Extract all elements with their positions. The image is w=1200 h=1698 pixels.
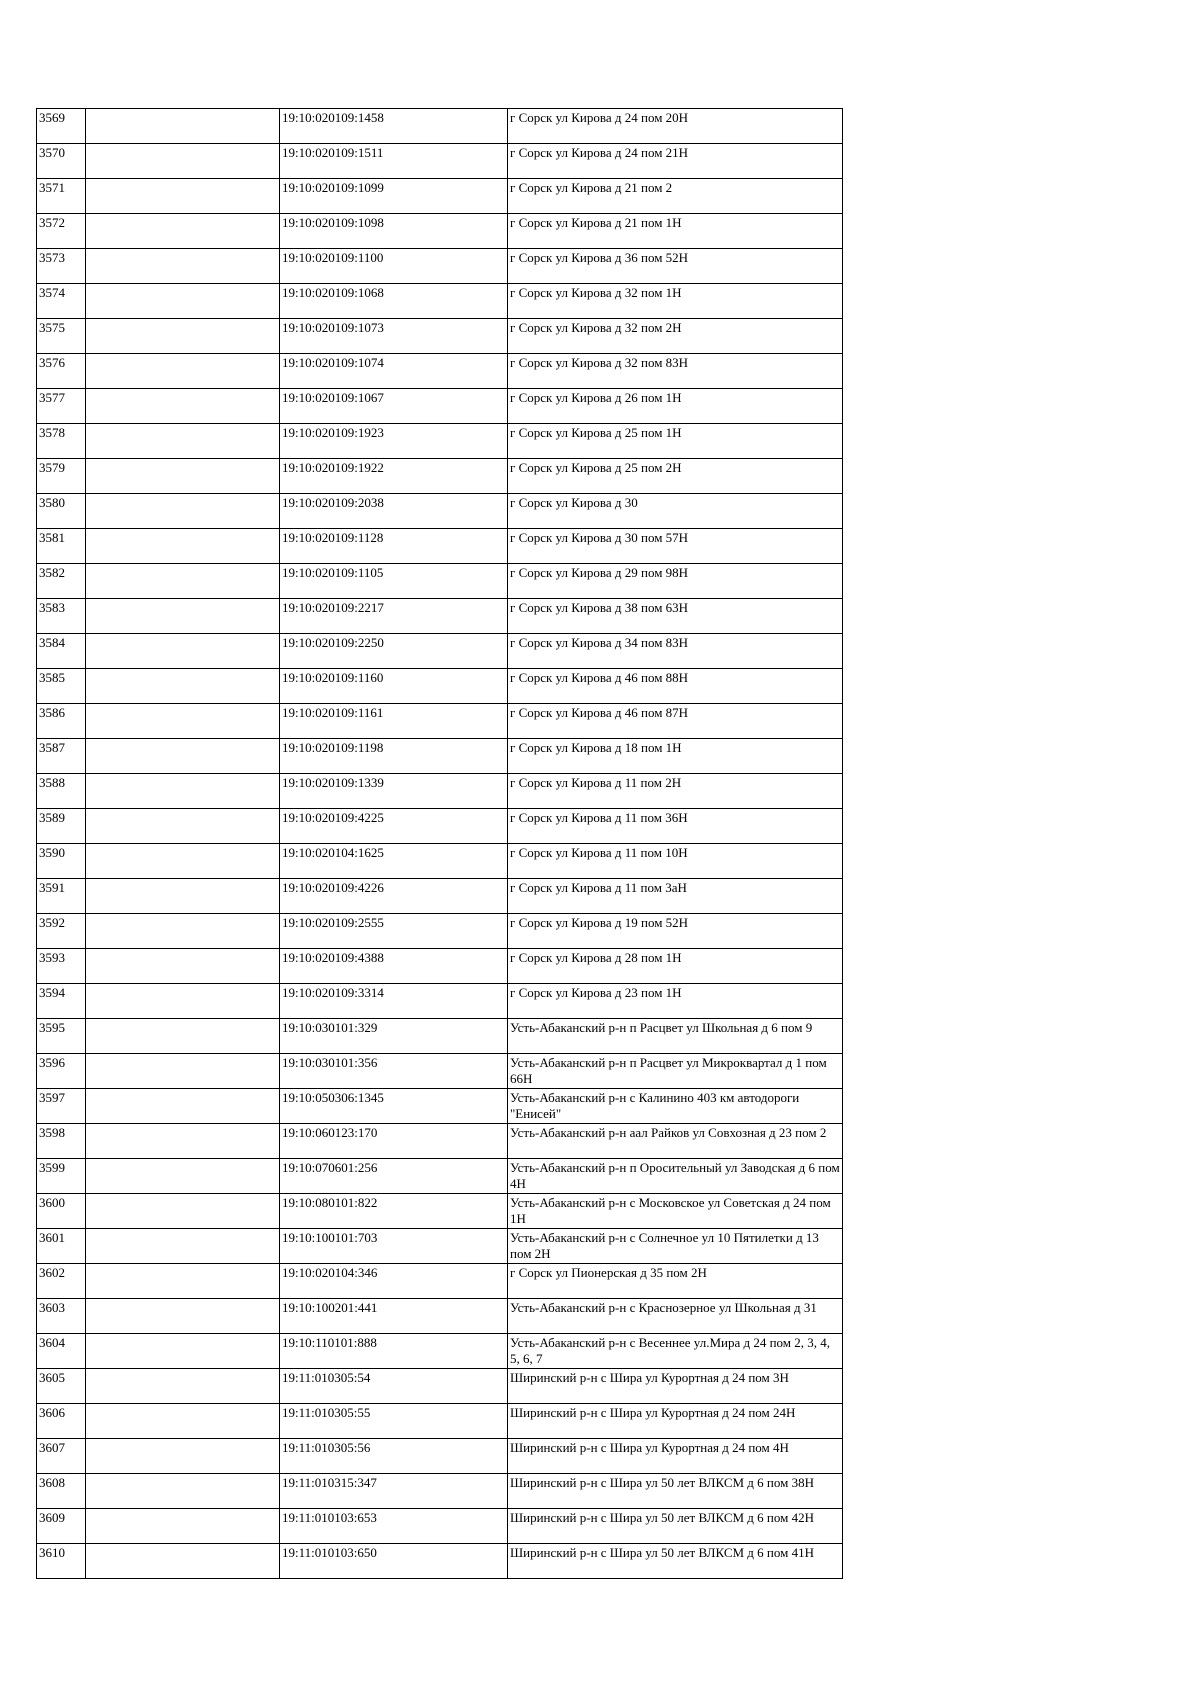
address-cell: г Сорск ул Кирова д 30 пом 57Н (508, 529, 843, 564)
row-number-cell: 3610 (37, 1544, 86, 1579)
cadastral-number-cell: 19:10:020109:1923 (280, 424, 508, 459)
address-cell: г Сорск ул Кирова д 29 пом 98Н (508, 564, 843, 599)
table-row (37, 669, 843, 704)
table-row (37, 1229, 843, 1264)
address-cell: г Сорск ул Кирова д 24 пом 21Н (508, 144, 843, 179)
cadastral-number-cell: 19:10:020104:346 (280, 1264, 508, 1299)
address-cell: г Сорск ул Кирова д 46 пом 88Н (508, 669, 843, 704)
address-cell: г Сорск ул Пионерская д 35 пом 2Н (508, 1264, 843, 1299)
row-number-cell: 3603 (37, 1299, 86, 1334)
address-cell: г Сорск ул Кирова д 38 пом 63Н (508, 599, 843, 634)
empty-cell (86, 109, 280, 144)
table-row (37, 984, 843, 1019)
address-cell: г Сорск ул Кирова д 32 пом 83Н (508, 354, 843, 389)
cadastral-number-cell: 19:10:020109:1105 (280, 564, 508, 599)
table-row (37, 1439, 843, 1474)
address-cell: Усть-Абаканский р-н с Весеннее ул.Мира д 24 пом 2, 3, 4, 5, 6, 7 (508, 1334, 843, 1369)
row-number-cell: 3575 (37, 319, 86, 354)
table-row (37, 1054, 843, 1089)
cadastral-number-cell: 19:11:010305:56 (280, 1439, 508, 1474)
table-row (37, 634, 843, 669)
address-cell: г Сорск ул Кирова д 18 пом 1Н (508, 739, 843, 774)
row-number-cell: 3592 (37, 914, 86, 949)
cadastral-number-cell: 19:10:020109:1073 (280, 319, 508, 354)
address-cell: г Сорск ул Кирова д 28 пом 1Н (508, 949, 843, 984)
row-number-cell: 3569 (37, 109, 86, 144)
cadastral-number-cell: 19:10:110101:888 (280, 1334, 508, 1369)
cadastral-number-cell: 19:10:020109:1511 (280, 144, 508, 179)
empty-cell (86, 1159, 280, 1194)
table-row (37, 879, 843, 914)
cadastral-number-cell: 19:10:020109:1067 (280, 389, 508, 424)
row-number-cell: 3598 (37, 1124, 86, 1159)
table-row (37, 1089, 843, 1124)
empty-cell (86, 1544, 280, 1579)
address-cell: г Сорск ул Кирова д 30 (508, 494, 843, 529)
table-row (37, 599, 843, 634)
empty-cell (86, 704, 280, 739)
empty-cell (86, 249, 280, 284)
address-cell: Усть-Абаканский р-н с Калинино 403 км автодороги "Енисей" (508, 1089, 843, 1124)
table-row (37, 494, 843, 529)
table-row (37, 144, 843, 179)
empty-cell (86, 1264, 280, 1299)
row-number-cell: 3587 (37, 739, 86, 774)
table-row (37, 424, 843, 459)
cadastral-number-cell: 19:11:010305:54 (280, 1369, 508, 1404)
row-number-cell: 3581 (37, 529, 86, 564)
address-cell: Усть-Абаканский р-н п Оросительный ул Заводская д 6 пом 4Н (508, 1159, 843, 1194)
empty-cell (86, 949, 280, 984)
empty-cell (86, 1509, 280, 1544)
table-row (37, 1544, 843, 1579)
empty-cell (86, 179, 280, 214)
cadastral-number-cell: 19:10:020109:1339 (280, 774, 508, 809)
row-number-cell: 3607 (37, 1439, 86, 1474)
cadastral-number-cell: 19:10:020109:1198 (280, 739, 508, 774)
row-number-cell: 3605 (37, 1369, 86, 1404)
cadastral-number-cell: 19:10:070601:256 (280, 1159, 508, 1194)
cadastral-number-cell: 19:10:020109:1100 (280, 249, 508, 284)
table-row (37, 1334, 843, 1369)
address-cell: г Сорск ул Кирова д 19 пом 52Н (508, 914, 843, 949)
table-row (37, 1299, 843, 1334)
row-number-cell: 3590 (37, 844, 86, 879)
address-cell: г Сорск ул Кирова д 46 пом 87Н (508, 704, 843, 739)
empty-cell (86, 809, 280, 844)
cadastral-number-cell: 19:10:020109:4226 (280, 879, 508, 914)
row-number-cell: 3597 (37, 1089, 86, 1124)
empty-cell (86, 1404, 280, 1439)
cadastral-number-cell: 19:10:100201:441 (280, 1299, 508, 1334)
row-number-cell: 3584 (37, 634, 86, 669)
table-row (37, 319, 843, 354)
row-number-cell: 3579 (37, 459, 86, 494)
row-number-cell: 3608 (37, 1474, 86, 1509)
cadastral-number-cell: 19:10:020109:1922 (280, 459, 508, 494)
address-cell: Ширинский р-н с Шира ул 50 лет ВЛКСМ д 6 пом 41Н (508, 1544, 843, 1579)
empty-cell (86, 739, 280, 774)
table-row (37, 809, 843, 844)
cadastral-number-cell: 19:10:020109:2250 (280, 634, 508, 669)
row-number-cell: 3583 (37, 599, 86, 634)
row-number-cell: 3578 (37, 424, 86, 459)
table-row (37, 1264, 843, 1299)
cadastral-number-cell: 19:11:010103:650 (280, 1544, 508, 1579)
table-row (37, 1194, 843, 1229)
cadastral-number-cell: 19:10:020109:1098 (280, 214, 508, 249)
empty-cell (86, 1194, 280, 1229)
table-row (37, 1019, 843, 1054)
cadastral-number-cell: 19:10:020109:3314 (280, 984, 508, 1019)
row-number-cell: 3602 (37, 1264, 86, 1299)
address-cell: Усть-Абаканский р-н п Расцвет ул Микроквартал д 1 пом 66Н (508, 1054, 843, 1089)
cadastral-number-cell: 19:10:020109:1161 (280, 704, 508, 739)
cadastral-number-cell: 19:10:020109:1160 (280, 669, 508, 704)
row-number-cell: 3606 (37, 1404, 86, 1439)
table-row (37, 179, 843, 214)
address-cell: г Сорск ул Кирова д 32 пом 2Н (508, 319, 843, 354)
cadastral-number-cell: 19:10:020109:1099 (280, 179, 508, 214)
table-row (37, 1474, 843, 1509)
address-cell: г Сорск ул Кирова д 11 пом 36Н (508, 809, 843, 844)
empty-cell (86, 1474, 280, 1509)
address-cell: г Сорск ул Кирова д 11 пом 3аН (508, 879, 843, 914)
empty-cell (86, 389, 280, 424)
empty-cell (86, 424, 280, 459)
table-row (37, 459, 843, 494)
cadastral-number-cell: 19:10:100101:703 (280, 1229, 508, 1264)
empty-cell (86, 284, 280, 319)
empty-cell (86, 494, 280, 529)
cadastral-number-cell: 19:10:020109:1068 (280, 284, 508, 319)
table-row (37, 1509, 843, 1544)
empty-cell (86, 599, 280, 634)
table-row (37, 249, 843, 284)
registry-body (37, 109, 843, 1579)
row-number-cell: 3586 (37, 704, 86, 739)
table-row (37, 529, 843, 564)
row-number-cell: 3593 (37, 949, 86, 984)
address-cell: Ширинский р-н с Шира ул 50 лет ВЛКСМ д 6 пом 38Н (508, 1474, 843, 1509)
address-cell: г Сорск ул Кирова д 24 пом 20Н (508, 109, 843, 144)
row-number-cell: 3601 (37, 1229, 86, 1264)
empty-cell (86, 844, 280, 879)
empty-cell (86, 1334, 280, 1369)
address-cell: г Сорск ул Кирова д 26 пом 1Н (508, 389, 843, 424)
address-cell: Ширинский р-н с Шира ул Курортная д 24 пом 24Н (508, 1404, 843, 1439)
row-number-cell: 3572 (37, 214, 86, 249)
row-number-cell: 3594 (37, 984, 86, 1019)
empty-cell (86, 1369, 280, 1404)
address-cell: г Сорск ул Кирова д 11 пом 10Н (508, 844, 843, 879)
row-number-cell: 3574 (37, 284, 86, 319)
table-row (37, 704, 843, 739)
row-number-cell: 3604 (37, 1334, 86, 1369)
table-row (37, 914, 843, 949)
row-number-cell: 3571 (37, 179, 86, 214)
row-number-cell: 3585 (37, 669, 86, 704)
address-cell: г Сорск ул Кирова д 36 пом 52Н (508, 249, 843, 284)
address-cell: Ширинский р-н с Шира ул 50 лет ВЛКСМ д 6 пом 42Н (508, 1509, 843, 1544)
empty-cell (86, 774, 280, 809)
empty-cell (86, 319, 280, 354)
table-row (37, 1159, 843, 1194)
table-row (37, 109, 843, 144)
cadastral-number-cell: 19:10:020109:4225 (280, 809, 508, 844)
table-row (37, 1404, 843, 1439)
empty-cell (86, 529, 280, 564)
row-number-cell: 3577 (37, 389, 86, 424)
cadastral-number-cell: 19:10:080101:822 (280, 1194, 508, 1229)
cadastral-number-cell: 19:10:020109:2555 (280, 914, 508, 949)
registry-table (36, 108, 843, 1579)
address-cell: г Сорск ул Кирова д 25 пом 1Н (508, 424, 843, 459)
table-row (37, 739, 843, 774)
table-row (37, 284, 843, 319)
cadastral-number-cell: 19:10:020109:1458 (280, 109, 508, 144)
empty-cell (86, 354, 280, 389)
cadastral-number-cell: 19:10:030101:329 (280, 1019, 508, 1054)
empty-cell (86, 914, 280, 949)
address-cell: г Сорск ул Кирова д 11 пом 2Н (508, 774, 843, 809)
address-cell: Усть-Абаканский р-н с Краснозерное ул Школьная д 31 (508, 1299, 843, 1334)
empty-cell (86, 1089, 280, 1124)
row-number-cell: 3609 (37, 1509, 86, 1544)
row-number-cell: 3588 (37, 774, 86, 809)
empty-cell (86, 634, 280, 669)
empty-cell (86, 879, 280, 914)
address-cell: Усть-Абаканский р-н аал Райков ул Совхозная д 23 пом 2 (508, 1124, 843, 1159)
address-cell: г Сорск ул Кирова д 34 пом 83Н (508, 634, 843, 669)
address-cell: г Сорск ул Кирова д 23 пом 1Н (508, 984, 843, 1019)
cadastral-number-cell: 19:10:030101:356 (280, 1054, 508, 1089)
empty-cell (86, 1019, 280, 1054)
empty-cell (86, 214, 280, 249)
address-cell: Усть-Абаканский р-н с Солнечное ул 10 Пятилетки д 13 пом 2Н (508, 1229, 843, 1264)
row-number-cell: 3570 (37, 144, 86, 179)
empty-cell (86, 564, 280, 599)
cadastral-number-cell: 19:11:010103:653 (280, 1509, 508, 1544)
row-number-cell: 3589 (37, 809, 86, 844)
cadastral-number-cell: 19:10:020104:1625 (280, 844, 508, 879)
cadastral-number-cell: 19:10:050306:1345 (280, 1089, 508, 1124)
table-row (37, 949, 843, 984)
cadastral-number-cell: 19:10:020109:2038 (280, 494, 508, 529)
table-row (37, 389, 843, 424)
row-number-cell: 3591 (37, 879, 86, 914)
address-cell: Усть-Абаканский р-н с Московское ул Советская д 24 пом 1Н (508, 1194, 843, 1229)
cadastral-number-cell: 19:10:020109:4388 (280, 949, 508, 984)
address-cell: г Сорск ул Кирова д 25 пом 2Н (508, 459, 843, 494)
address-cell: Усть-Абаканский р-н п Расцвет ул Школьная д 6 пом 9 (508, 1019, 843, 1054)
empty-cell (86, 1439, 280, 1474)
cadastral-number-cell: 19:10:060123:170 (280, 1124, 508, 1159)
empty-cell (86, 144, 280, 179)
empty-cell (86, 1229, 280, 1264)
row-number-cell: 3576 (37, 354, 86, 389)
table-row (37, 844, 843, 879)
table-row (37, 354, 843, 389)
table-row (37, 1124, 843, 1159)
address-cell: г Сорск ул Кирова д 21 пом 2 (508, 179, 843, 214)
table-row (37, 214, 843, 249)
table-row (37, 1369, 843, 1404)
cadastral-number-cell: 19:10:020109:1128 (280, 529, 508, 564)
row-number-cell: 3573 (37, 249, 86, 284)
empty-cell (86, 459, 280, 494)
empty-cell (86, 669, 280, 704)
empty-cell (86, 1054, 280, 1089)
empty-cell (86, 1124, 280, 1159)
row-number-cell: 3600 (37, 1194, 86, 1229)
row-number-cell: 3599 (37, 1159, 86, 1194)
row-number-cell: 3582 (37, 564, 86, 599)
address-cell: Ширинский р-н с Шира ул Курортная д 24 пом 4Н (508, 1439, 843, 1474)
empty-cell (86, 984, 280, 1019)
row-number-cell: 3596 (37, 1054, 86, 1089)
empty-cell (86, 1299, 280, 1334)
cadastral-number-cell: 19:11:010305:55 (280, 1404, 508, 1439)
address-cell: г Сорск ул Кирова д 21 пом 1Н (508, 214, 843, 249)
address-cell: г Сорск ул Кирова д 32 пом 1Н (508, 284, 843, 319)
table-row (37, 564, 843, 599)
cadastral-number-cell: 19:10:020109:2217 (280, 599, 508, 634)
cadastral-number-cell: 19:11:010315:347 (280, 1474, 508, 1509)
cadastral-number-cell: 19:10:020109:1074 (280, 354, 508, 389)
address-cell: Ширинский р-н с Шира ул Курортная д 24 пом 3Н (508, 1369, 843, 1404)
row-number-cell: 3595 (37, 1019, 86, 1054)
table-row (37, 774, 843, 809)
row-number-cell: 3580 (37, 494, 86, 529)
